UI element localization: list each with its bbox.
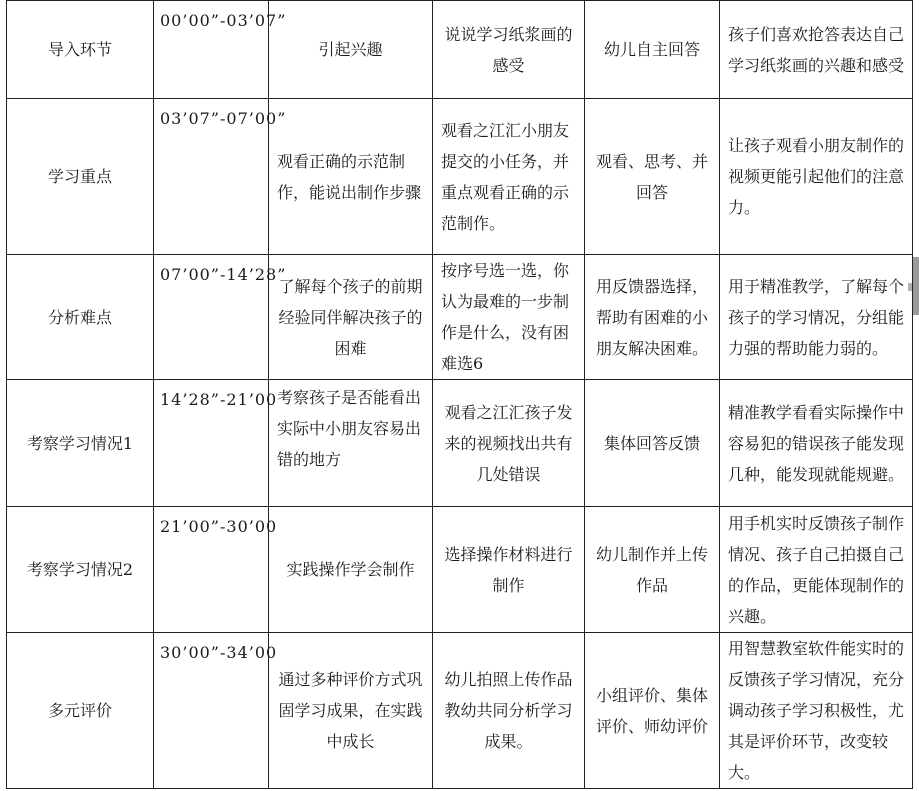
activity-cell: 选择操作材料进行制作 [433, 507, 585, 633]
time-cell: 03’07”-07’00” [154, 99, 269, 255]
method-cell: 集体回答反馈 [585, 380, 720, 507]
time-cell: 00’00”-03’07” [154, 1, 269, 99]
time-cell: 21’00”-30’00 [154, 507, 269, 633]
phase-cell: 分析难点 [7, 255, 154, 380]
activity-cell: 观看之江汇小朋友提交的小任务，并重点观看正确的示范制作。 [433, 99, 585, 255]
method-cell: 幼儿制作并上传作品 [585, 507, 720, 633]
activity-cell: 按序号选一选，你认为最难的一步制作是什么，没有困难选6 [433, 255, 585, 380]
table-row [7, 255, 913, 380]
phase-cell: 考察学习情况1 [7, 380, 154, 507]
phase-cell: 导入环节 [7, 1, 154, 99]
method-cell: 幼儿自主回答 [585, 1, 720, 99]
phase-cell: 多元评价 [7, 633, 154, 789]
lesson-plan-table [6, 0, 913, 789]
table-row [7, 633, 913, 789]
activity-cell: 幼儿拍照上传作品教幼共同分析学习成果。 [433, 633, 585, 789]
goal-cell: 了解每个孩子的前期经验同伴解决孩子的困难 [269, 255, 433, 380]
goal-cell: 实践操作学会制作 [269, 507, 433, 633]
note-cell: 让孩子观看小朋友制作的视频更能引起他们的注意力。 [720, 99, 913, 255]
goal-cell: 考察孩子是否能看出实际中小朋友容易出错的地方 [269, 380, 433, 507]
activity-cell: 说说学习纸浆画的感受 [433, 1, 585, 99]
time-cell: 14’28”-21’00 [154, 380, 269, 507]
method-cell: 小组评价、集体评价、师幼评价 [585, 633, 720, 789]
table-row [7, 507, 913, 633]
phase-cell: 学习重点 [7, 99, 154, 255]
note-cell: 孩子们喜欢抢答表达自己学习纸浆画的兴趣和感受 [720, 1, 913, 99]
method-cell: 观看、思考、并回答 [585, 99, 720, 255]
scrollbar-handle[interactable] [913, 257, 919, 315]
phase-cell: 考察学习情况2 [7, 507, 154, 633]
method-cell: 用反馈器选择，帮助有困难的小朋友解决困难。 [585, 255, 720, 380]
note-cell: 用智慧教室软件能实时的反馈孩子学习情况，充分调动孩子学习积极性，尤其是评价环节，改变较大。 [720, 633, 913, 789]
time-cell: 30’00”-34’00 [154, 633, 269, 789]
scrollbar-grip-icon [908, 283, 912, 291]
activity-cell: 观看之江汇孩子发来的视频找出共有几处错误 [433, 380, 585, 507]
time-cell: 07’00”-14’28” [154, 255, 269, 380]
note-cell: 精准教学看看实际操作中容易犯的错误孩子能发现几种，能发现就能规避。 [720, 380, 913, 507]
goal-cell: 通过多种评价方式巩固学习成果，在实践中成长 [269, 633, 433, 789]
goal-cell: 观看正确的示范制作，能说出制作步骤 [269, 99, 433, 255]
note-cell: 用手机实时反馈孩子制作情况、孩子自己拍摄自己的作品，更能体现制作的兴趣。 [720, 507, 913, 633]
table-row [7, 99, 913, 255]
goal-cell: 引起兴趣 [269, 1, 433, 99]
table-row [7, 1, 913, 99]
table-row [7, 380, 913, 507]
note-cell: 用于精准教学，了解每个孩子的学习情况，分组能力强的帮助能力弱的。 [720, 255, 913, 380]
